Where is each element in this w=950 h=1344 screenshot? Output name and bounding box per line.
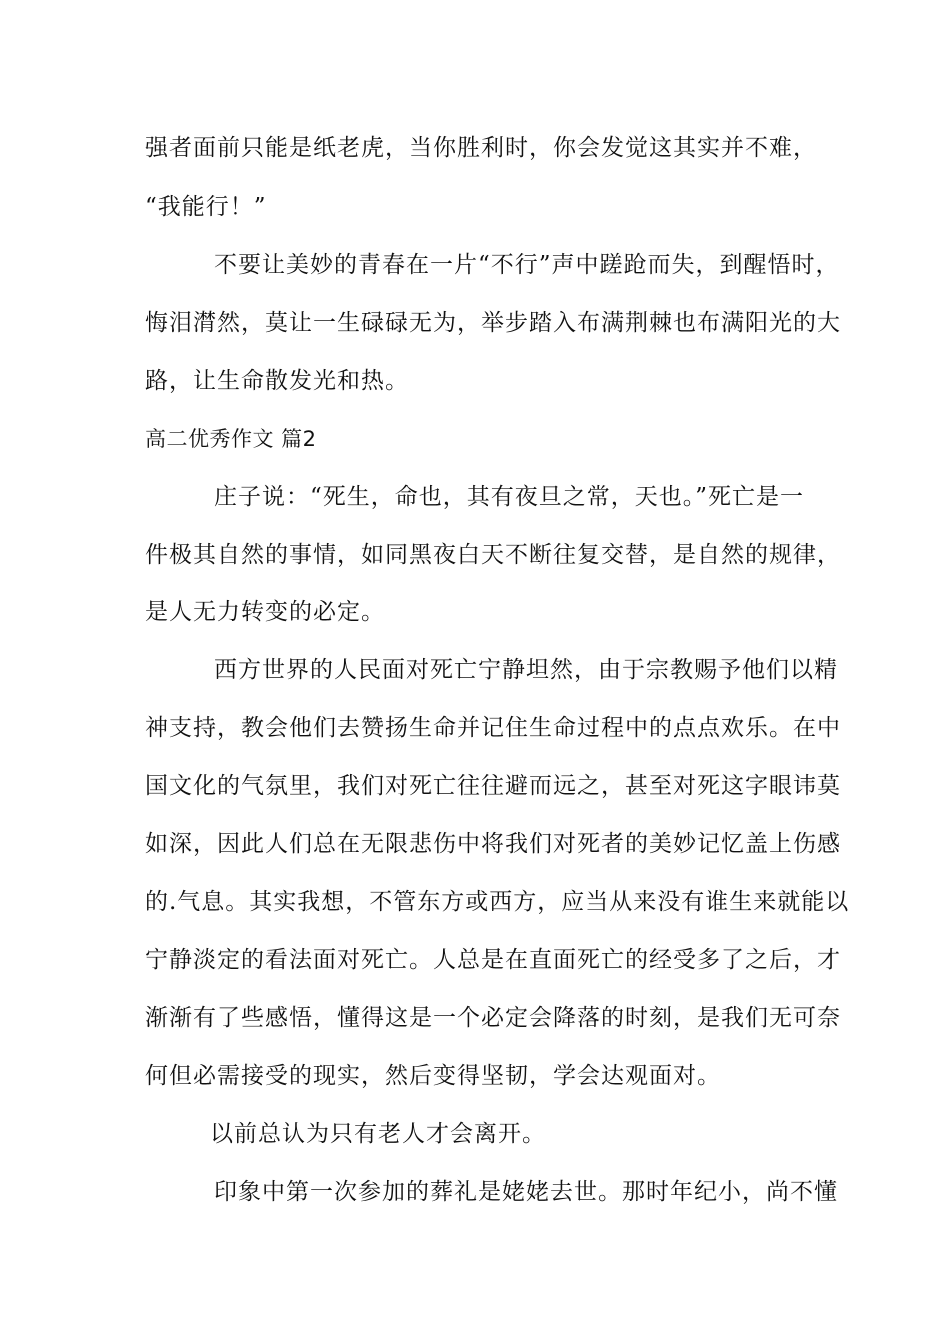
text-line: 路，让生命散发光和热。 [145, 368, 409, 394]
text-line: 渐渐有了些感悟，懂得这是一个必定会降落的时刻，是我们无可奈 [145, 1005, 841, 1031]
text-line: 是人无力转变的必定。 [145, 599, 385, 625]
text-line: “我能行！” [145, 194, 267, 220]
text-line: 国文化的气氛里，我们对死亡往往避而远之，甚至对死这字眼讳莫 [145, 773, 841, 799]
paragraph-start: 以前总认为只有老人才会离开。 [210, 1121, 546, 1147]
paragraph-start: 不要让美妙的青春在一片“不行”声中蹉跄而失，到醒悟时， [214, 252, 840, 278]
text-line: 悔泪潸然，莫让一生碌碌无为，举步踏入布满荆棘也布满阳光的大 [145, 310, 841, 336]
paragraph-start: 印象中第一次参加的葬礼是姥姥去世。那时年纪小，尚不懂 [214, 1179, 838, 1205]
paragraph-start: 庄子说：“死生，命也，其有夜旦之常，天也。”死亡是一 [214, 484, 805, 510]
section-heading: 高二优秀作文 篇2 [145, 427, 317, 451]
text-line: 何但必需接受的现实，然后变得坚韧，学会达观面对。 [145, 1063, 721, 1089]
text-line: 的.气息。其实我想，不管东方或西方，应当从来没有谁生来就能以 [145, 889, 850, 915]
paragraph-start: 西方世界的人民面对死亡宁静坦然，由于宗教赐予他们以精 [214, 657, 838, 683]
text-line: 如深，因此人们总在无限悲伤中将我们对死者的美妙记忆盖上伤感 [145, 831, 841, 857]
text-line: 神支持，教会他们去赞扬生命并记住生命过程中的点点欢乐。在中 [145, 715, 841, 741]
text-line: 件极其自然的事情，如同黑夜白天不断往复交替，是自然的规律， [145, 542, 841, 568]
text-line: 强者面前只能是纸老虎，当你胜利时，你会发觉这其实并不难， [145, 135, 817, 161]
text-line: 宁静淡定的看法面对死亡。人总是在直面死亡的经受多了之后，才 [145, 947, 841, 973]
